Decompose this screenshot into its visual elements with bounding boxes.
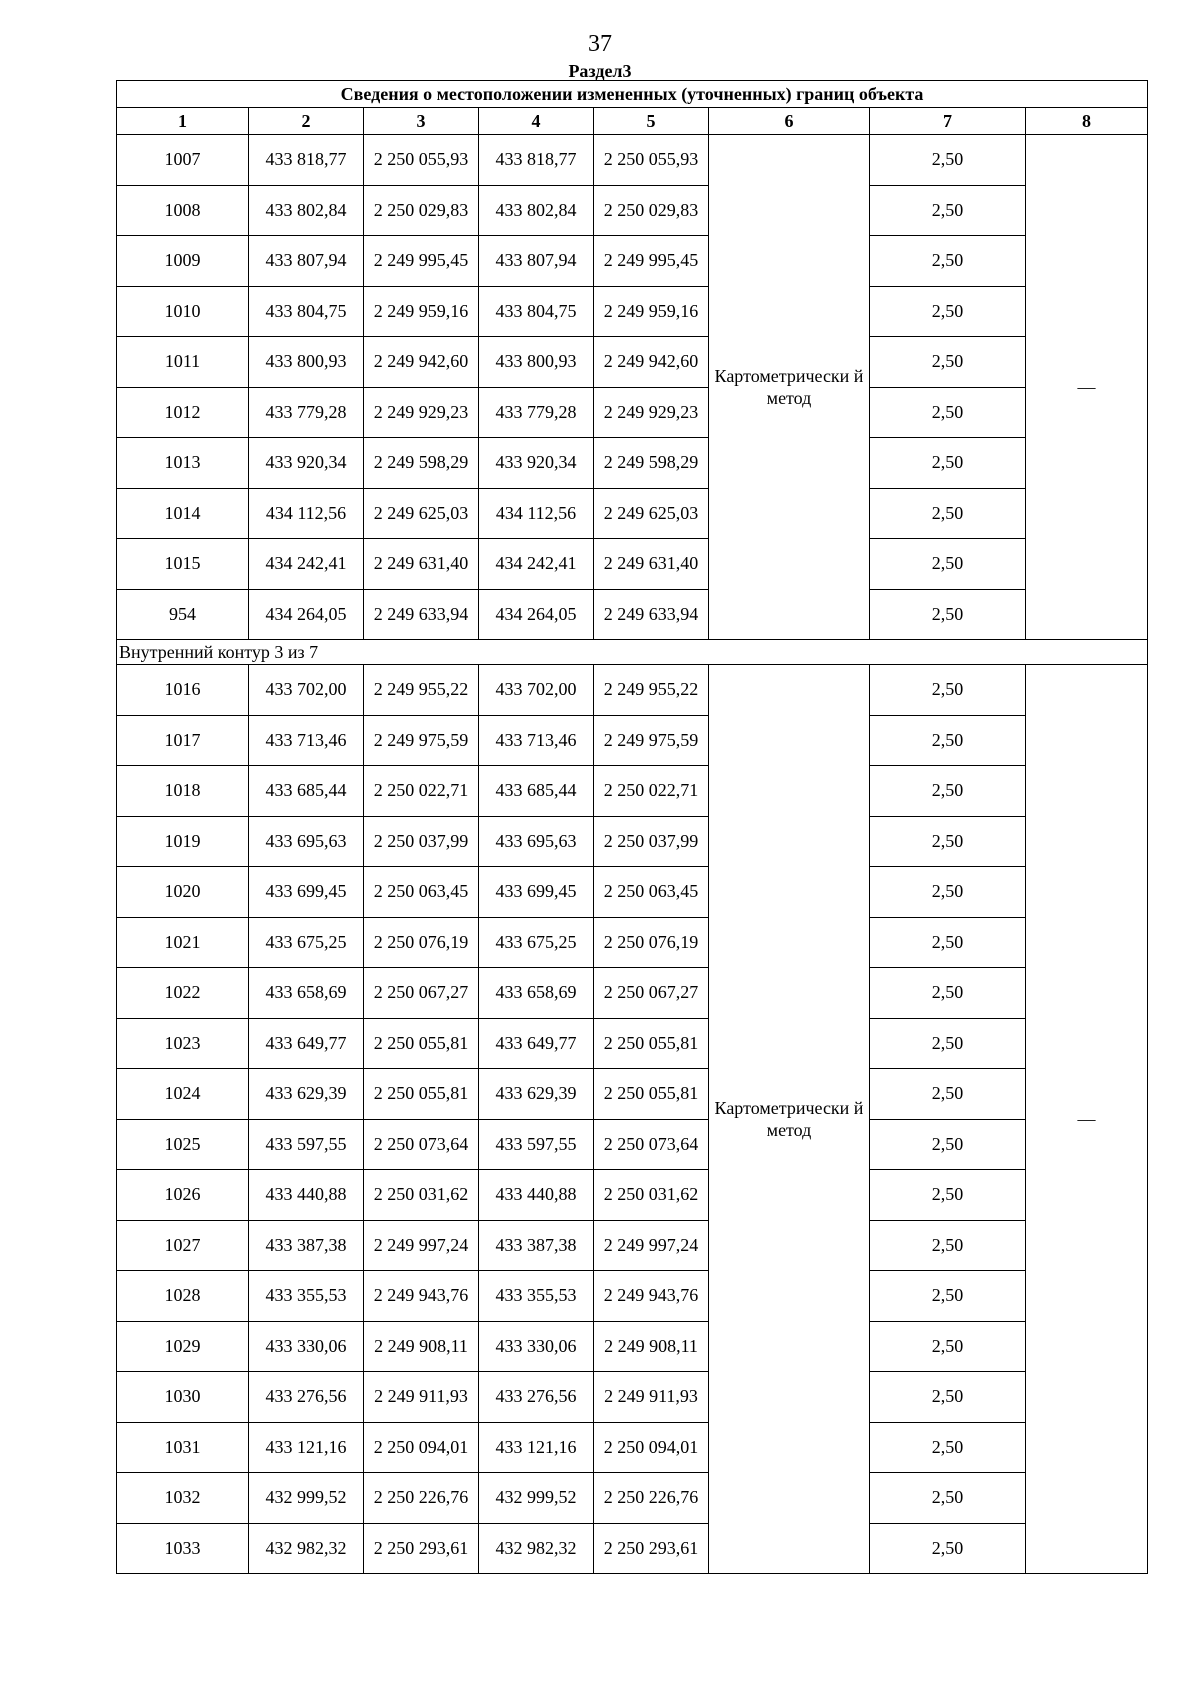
table-cell: 1032 xyxy=(117,1473,249,1524)
table-cell: 2 250 073,64 xyxy=(594,1119,709,1170)
table-cell: 433 355,53 xyxy=(249,1271,364,1322)
table-row xyxy=(117,337,1148,388)
table-cell: 433 330,06 xyxy=(249,1321,364,1372)
table-cell: 433 440,88 xyxy=(249,1170,364,1221)
table-cell: 1011 xyxy=(117,337,249,388)
table-cell: 433 276,56 xyxy=(479,1372,594,1423)
table-cell: 954 xyxy=(117,589,249,640)
table-cell: 2,50 xyxy=(870,337,1026,388)
table-cell: 2 249 942,60 xyxy=(364,337,479,388)
table-row xyxy=(117,665,1148,716)
section-title: Раздел3 xyxy=(568,61,632,81)
table-cell: 1029 xyxy=(117,1321,249,1372)
table-cell: 2 250 037,99 xyxy=(364,816,479,867)
table-cell: 2,50 xyxy=(870,387,1026,438)
table-row xyxy=(117,286,1148,337)
table-cell: 2,50 xyxy=(870,1372,1026,1423)
table-cell: 433 779,28 xyxy=(479,387,594,438)
table-cell: 1014 xyxy=(117,488,249,539)
table-cell: 433 597,55 xyxy=(249,1119,364,1170)
table-cell: 434 264,05 xyxy=(479,589,594,640)
table-cell: 2,50 xyxy=(870,236,1026,287)
table-cell: 433 802,84 xyxy=(479,185,594,236)
table-cell: 2 250 055,81 xyxy=(594,1018,709,1069)
table-cell: 2 250 055,93 xyxy=(364,135,479,186)
table-cell: 2 250 031,62 xyxy=(594,1170,709,1221)
table-cell: 433 440,88 xyxy=(479,1170,594,1221)
table-cell: 2,50 xyxy=(870,1473,1026,1524)
table-cell: 433 779,28 xyxy=(249,387,364,438)
table-cell: 2 250 063,45 xyxy=(364,867,479,918)
table-cell: 434 112,56 xyxy=(479,488,594,539)
table-cell: 2 249 908,11 xyxy=(364,1321,479,1372)
table-cell: 2 249 975,59 xyxy=(594,715,709,766)
table-cell: 432 982,32 xyxy=(479,1523,594,1574)
table-cell: 433 702,00 xyxy=(479,665,594,716)
table-cell: 433 685,44 xyxy=(249,766,364,817)
table-cell: 2 250 055,93 xyxy=(594,135,709,186)
table-cell: 2,50 xyxy=(870,917,1026,968)
table-cell: 433 807,94 xyxy=(479,236,594,287)
column-header: 5 xyxy=(594,108,709,135)
table-cell: 2 249 955,22 xyxy=(594,665,709,716)
table-cell: 2 250 293,61 xyxy=(594,1523,709,1574)
table-cell: 1017 xyxy=(117,715,249,766)
table-cell: 2 249 929,23 xyxy=(364,387,479,438)
table-row xyxy=(117,1271,1148,1322)
table-cell: 433 387,38 xyxy=(249,1220,364,1271)
table-cell: 2,50 xyxy=(870,185,1026,236)
table-cell: 433 818,77 xyxy=(479,135,594,186)
table-cell: 433 699,45 xyxy=(249,867,364,918)
table-row xyxy=(117,589,1148,640)
table-cell: 2,50 xyxy=(870,1069,1026,1120)
contour-label-row xyxy=(117,640,1148,665)
table-cell: 432 999,52 xyxy=(249,1473,364,1524)
column-header: 4 xyxy=(479,108,594,135)
table-cell: 1018 xyxy=(117,766,249,817)
table-row xyxy=(117,867,1148,918)
table-cell: 2,50 xyxy=(870,1170,1026,1221)
table-cell: 433 121,16 xyxy=(479,1422,594,1473)
table-cell: 2 249 995,45 xyxy=(594,236,709,287)
table-cell: 1008 xyxy=(117,185,249,236)
table-cell: 2,50 xyxy=(870,539,1026,590)
table-cell: 1024 xyxy=(117,1069,249,1120)
table-cell: 2,50 xyxy=(870,589,1026,640)
table-cell: 2 249 625,03 xyxy=(364,488,479,539)
table-row xyxy=(117,1523,1148,1574)
table-cell: 433 387,38 xyxy=(479,1220,594,1271)
table-cell: 2,50 xyxy=(870,1220,1026,1271)
table-cell: 2 250 037,99 xyxy=(594,816,709,867)
table-row xyxy=(117,1069,1148,1120)
table-cell: 1023 xyxy=(117,1018,249,1069)
table-cell: 2,50 xyxy=(870,867,1026,918)
column-header: 1 xyxy=(117,108,249,135)
table-row xyxy=(117,766,1148,817)
table-cell: 1027 xyxy=(117,1220,249,1271)
column-8-cell: — xyxy=(1026,665,1148,1574)
column-header: 6 xyxy=(709,108,870,135)
table-cell: 2,50 xyxy=(870,1321,1026,1372)
table-cell: 2,50 xyxy=(870,1018,1026,1069)
table-title: Сведения о местоположении измененных (уточненных) границ объекта xyxy=(117,81,1148,108)
table-row xyxy=(117,387,1148,438)
table-cell: 2 249 598,29 xyxy=(364,438,479,489)
column-header: 3 xyxy=(364,108,479,135)
table-cell: 433 629,39 xyxy=(479,1069,594,1120)
table-cell: 1021 xyxy=(117,917,249,968)
table-cell: 2 249 911,93 xyxy=(364,1372,479,1423)
table-cell: 433 695,63 xyxy=(249,816,364,867)
table-cell: 2 250 226,76 xyxy=(594,1473,709,1524)
table-cell: 2,50 xyxy=(870,816,1026,867)
table-cell: 1010 xyxy=(117,286,249,337)
table-cell: 2 249 625,03 xyxy=(594,488,709,539)
table-cell: 2 250 094,01 xyxy=(594,1422,709,1473)
table-cell: 1030 xyxy=(117,1372,249,1423)
table-cell: 2 250 067,27 xyxy=(364,968,479,1019)
table-cell: 434 242,41 xyxy=(249,539,364,590)
table-row xyxy=(117,1170,1148,1221)
table-cell: 2 249 598,29 xyxy=(594,438,709,489)
table-cell: 2 249 633,94 xyxy=(364,589,479,640)
table-cell: 433 804,75 xyxy=(249,286,364,337)
table-cell: 1013 xyxy=(117,438,249,489)
table-cell: 2 249 911,93 xyxy=(594,1372,709,1423)
table-cell: 433 802,84 xyxy=(249,185,364,236)
table-cell: 432 982,32 xyxy=(249,1523,364,1574)
table-cell: 2 250 063,45 xyxy=(594,867,709,918)
table-cell: 433 713,46 xyxy=(249,715,364,766)
table-cell: 1007 xyxy=(117,135,249,186)
table-cell: 433 695,63 xyxy=(479,816,594,867)
table-cell: 2,50 xyxy=(870,968,1026,1019)
table-cell: 1016 xyxy=(117,665,249,716)
table-row xyxy=(117,1473,1148,1524)
table-cell: 2 250 067,27 xyxy=(594,968,709,1019)
table-cell: 2,50 xyxy=(870,1271,1026,1322)
table-cell: 2,50 xyxy=(870,438,1026,489)
table-cell: 2 250 055,81 xyxy=(594,1069,709,1120)
column-header: 8 xyxy=(1026,108,1148,135)
table-cell: 2,50 xyxy=(870,1422,1026,1473)
table-cell: 433 920,34 xyxy=(249,438,364,489)
table-row xyxy=(117,1119,1148,1170)
table-row xyxy=(117,1372,1148,1423)
table-row xyxy=(117,816,1148,867)
table-cell: 434 112,56 xyxy=(249,488,364,539)
table-cell: 433 658,69 xyxy=(479,968,594,1019)
table-cell: 2 249 997,24 xyxy=(364,1220,479,1271)
table-cell: 433 800,93 xyxy=(479,337,594,388)
table-cell: 2 250 226,76 xyxy=(364,1473,479,1524)
table-cell: 433 818,77 xyxy=(249,135,364,186)
table-cell: 2 250 073,64 xyxy=(364,1119,479,1170)
table-cell: 2,50 xyxy=(870,715,1026,766)
table-cell: 2 250 055,81 xyxy=(364,1069,479,1120)
table-cell: 1028 xyxy=(117,1271,249,1322)
table-cell: 2 249 975,59 xyxy=(364,715,479,766)
table-cell: 1009 xyxy=(117,236,249,287)
table-cell: 2,50 xyxy=(870,135,1026,186)
table-cell: 433 675,25 xyxy=(479,917,594,968)
column-header: 2 xyxy=(249,108,364,135)
table-cell: 2 249 955,22 xyxy=(364,665,479,716)
table-cell: 433 713,46 xyxy=(479,715,594,766)
table-row xyxy=(117,1321,1148,1372)
table-cell: 2 250 029,83 xyxy=(364,185,479,236)
table-cell: 2 250 022,71 xyxy=(364,766,479,817)
table-row xyxy=(117,488,1148,539)
table-cell: 433 121,16 xyxy=(249,1422,364,1473)
table-cell: 1033 xyxy=(117,1523,249,1574)
table-row xyxy=(117,236,1148,287)
table-row xyxy=(117,715,1148,766)
table-cell: 2,50 xyxy=(870,766,1026,817)
table-cell: 2 250 076,19 xyxy=(594,917,709,968)
column-8-cell: — xyxy=(1026,135,1148,640)
table-cell: 2 249 997,24 xyxy=(594,1220,709,1271)
table-cell: 433 355,53 xyxy=(479,1271,594,1322)
table-row xyxy=(117,968,1148,1019)
table-cell: 2 250 094,01 xyxy=(364,1422,479,1473)
table-cell: 2 249 929,23 xyxy=(594,387,709,438)
table-cell: 2 250 029,83 xyxy=(594,185,709,236)
table-body xyxy=(117,135,1148,1574)
table-row xyxy=(117,185,1148,236)
table-row xyxy=(117,539,1148,590)
table-cell: 2,50 xyxy=(870,286,1026,337)
table-cell: 1025 xyxy=(117,1119,249,1170)
table-cell: 2,50 xyxy=(870,488,1026,539)
table-cell: 433 702,00 xyxy=(249,665,364,716)
table-cell: 2 249 908,11 xyxy=(594,1321,709,1372)
table-cell: 2 249 631,40 xyxy=(594,539,709,590)
table-cell: 433 800,93 xyxy=(249,337,364,388)
coordinates-table xyxy=(116,80,1148,1574)
table-cell: 2 250 076,19 xyxy=(364,917,479,968)
table-cell: 1019 xyxy=(117,816,249,867)
table-cell: 2 250 022,71 xyxy=(594,766,709,817)
table-cell: 433 276,56 xyxy=(249,1372,364,1423)
table-cell: 1031 xyxy=(117,1422,249,1473)
table-row xyxy=(117,438,1148,489)
table-cell: 433 920,34 xyxy=(479,438,594,489)
table-cell: 1026 xyxy=(117,1170,249,1221)
table-cell: 1022 xyxy=(117,968,249,1019)
column-header-row xyxy=(117,108,1148,135)
table-cell: 434 264,05 xyxy=(249,589,364,640)
method-cell: Картометрически й метод xyxy=(709,665,870,1574)
table-cell: 433 629,39 xyxy=(249,1069,364,1120)
table-cell: 433 699,45 xyxy=(479,867,594,918)
table-cell: 2 249 633,94 xyxy=(594,589,709,640)
table-cell: 433 330,06 xyxy=(479,1321,594,1372)
table-cell: 2 249 959,16 xyxy=(364,286,479,337)
table-row xyxy=(117,1018,1148,1069)
table-cell: 1020 xyxy=(117,867,249,918)
table-row xyxy=(117,917,1148,968)
table-cell: 2,50 xyxy=(870,1119,1026,1170)
table-cell: 2 249 942,60 xyxy=(594,337,709,388)
table-row xyxy=(117,1220,1148,1271)
table-cell: 2 249 943,76 xyxy=(364,1271,479,1322)
table-cell: 1012 xyxy=(117,387,249,438)
page-number: 37 xyxy=(588,31,612,57)
contour-label: Внутренний контур 3 из 7 xyxy=(117,640,1148,665)
table-cell: 2 249 631,40 xyxy=(364,539,479,590)
method-cell: Картометрически й метод xyxy=(709,135,870,640)
table-cell: 433 675,25 xyxy=(249,917,364,968)
table-cell: 432 999,52 xyxy=(479,1473,594,1524)
table-cell: 433 597,55 xyxy=(479,1119,594,1170)
table-cell: 2 250 031,62 xyxy=(364,1170,479,1221)
table-cell: 433 685,44 xyxy=(479,766,594,817)
table-cell: 1015 xyxy=(117,539,249,590)
table-cell: 2 250 055,81 xyxy=(364,1018,479,1069)
table-row xyxy=(117,135,1148,186)
table-cell: 2 250 293,61 xyxy=(364,1523,479,1574)
table-cell: 2,50 xyxy=(870,1523,1026,1574)
table-cell: 433 649,77 xyxy=(249,1018,364,1069)
table-cell: 2 249 995,45 xyxy=(364,236,479,287)
table-cell: 2 249 959,16 xyxy=(594,286,709,337)
table-cell: 433 804,75 xyxy=(479,286,594,337)
column-header: 7 xyxy=(870,108,1026,135)
table-cell: 433 807,94 xyxy=(249,236,364,287)
table-cell: 433 658,69 xyxy=(249,968,364,1019)
table-cell: 434 242,41 xyxy=(479,539,594,590)
table-cell: 2 249 943,76 xyxy=(594,1271,709,1322)
table-cell: 2,50 xyxy=(870,665,1026,716)
table-cell: 433 649,77 xyxy=(479,1018,594,1069)
table-row xyxy=(117,1422,1148,1473)
